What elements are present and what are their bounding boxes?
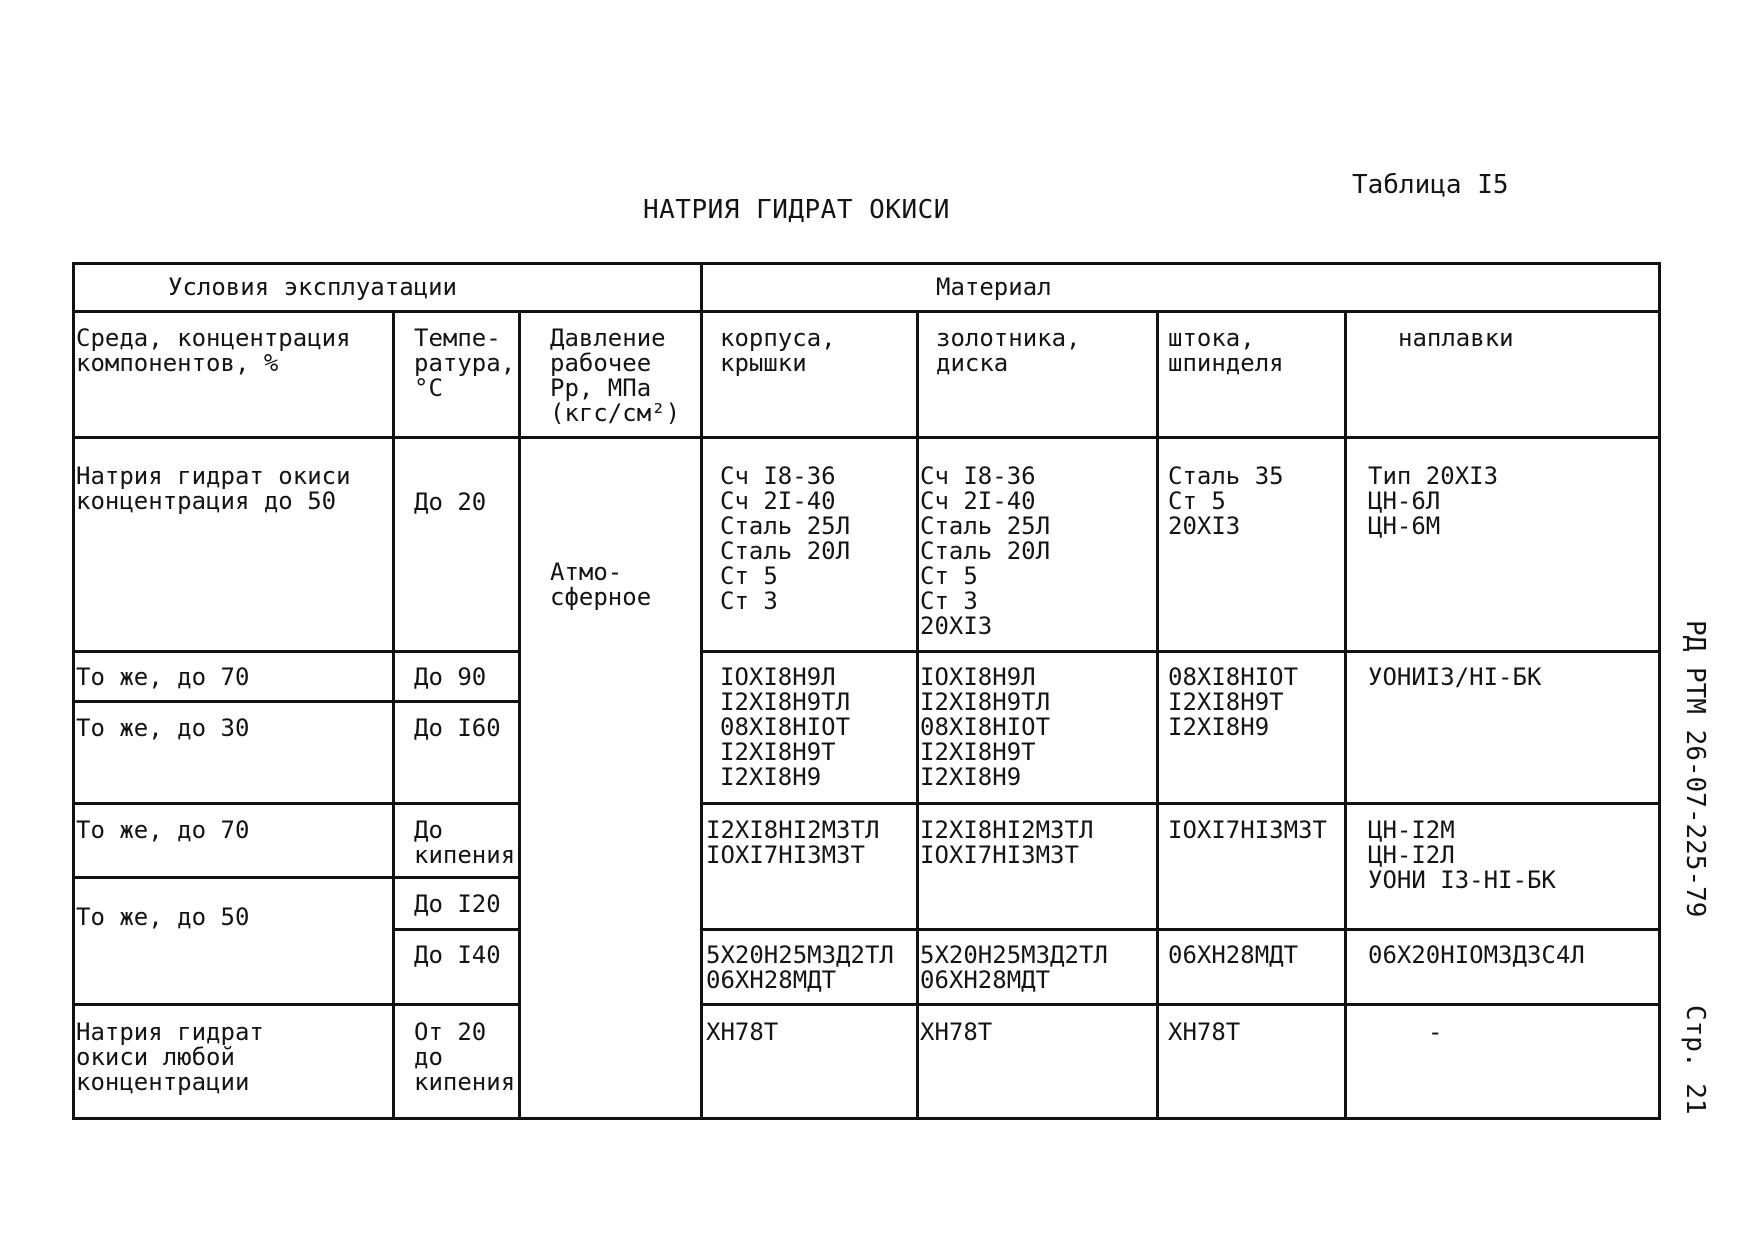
header-material: Материал [936,273,1052,301]
row5-temperature: От 20 до кипения [414,1018,516,1096]
page-number: Стр. 21 [1680,1005,1710,1115]
row4-stem: 06XH28MДT [1168,941,1299,969]
table-border-bottom [72,1117,1661,1120]
table-border-left [72,262,75,1120]
header-pressure: Давление рабочее Рр, МПа (кгс/см²) [550,324,681,427]
row5-body: XH78T [706,1018,779,1046]
col-divider-stem [1156,310,1159,1120]
row4-medium: То же, до 50 [76,903,250,931]
row5-stem: XH78T [1168,1018,1241,1046]
header-gate: золотника, диска [936,324,1081,377]
row2-bottom-line-right [700,802,1661,805]
row3-overlay: ЦН-I2М ЦН-I2Л УОНИ I3-HI-БК [1368,816,1556,894]
row1-medium: Натрия гидрат окиси концентрация до 50 [76,462,351,515]
row4-temperature-b: До I40 [414,941,501,969]
row1-body: Сч I8-36 Сч 2I-40 Сталь 25Л Сталь 20Л Ст 5 Ст 3 [720,462,851,615]
row2-temperature-a: До 90 [414,663,487,691]
row3-medium: То же, до 70 [76,816,250,844]
col-divider-material [700,262,703,1120]
row4-bottom-line-right [700,1003,1661,1006]
page-title: НАТРИЯ ГИДРАТ ОКИСИ [643,195,950,225]
col-divider-pressure [518,310,521,1120]
row2-medium-b: То же, до 30 [76,714,250,742]
row4a-bottom-line [392,928,518,931]
row2-temperature-b: До I60 [414,714,501,742]
row1-bottom-line-right [700,650,1661,653]
row3-stem: IOXI7HI3M3T [1168,816,1327,844]
header-body: корпуса, крышки [720,324,836,377]
document-code: РД РТМ 26-07-225-79 [1680,620,1710,918]
header-medium: Среда, концентрация компонентов, % [76,324,351,377]
row3-body: I2XI8HI2M3TЛ IOXI7HI3M3T [706,816,880,869]
row4-body: 5X20H25M3Д2TЛ 06XH28MДT [706,941,894,994]
col-divider-overlay [1344,310,1347,1120]
header-temperature: Темпе- ратура, °C [414,324,516,402]
row1-temperature: До 20 [414,488,487,516]
row1-stem: Сталь 35 Ст 5 20XI3 [1168,462,1284,540]
row5-gate: XH78T [920,1018,993,1046]
row4-gate: 5X20H25M3Д2TЛ 06XH28MДT [920,941,1108,994]
header-group-line [72,310,1661,313]
header-conditions: Условия эксплуатации [168,273,457,301]
row2-bottom-line [72,802,518,805]
row2-overlay: УОНИI3/HI-БК [1368,663,1542,691]
col-divider-gate [916,310,919,1120]
row2-medium-a: То же, до 70 [76,663,250,691]
table-number-label: Таблица I5 [1352,170,1509,200]
row2-body: IOXI8H9Л I2XI8H9TЛ 08XI8HIOT I2XI8H9T I2XI8H9 [720,663,851,791]
row2-gate: IOXI8H9Л I2XI8H9TЛ 08XI8HIOT I2XI8H9T I2XI8H9 [920,663,1051,791]
header-bottom-line [72,436,1661,439]
row1-gate: Сч I8-36 Сч 2I-40 Сталь 25Л Сталь 20Л Ст 5 Ст 3 20XI3 [920,462,1051,640]
header-overlay: наплавки [1398,324,1514,352]
table-border-right [1658,262,1661,1120]
row1-bottom-line [72,650,518,653]
row1-overlay: Тип 20XI3 ЦН-6Л ЦН-6М [1368,462,1499,540]
row4-material-top-line [700,928,1661,931]
row2a-bottom-line [72,700,518,703]
row4-bottom-line [72,1003,518,1006]
row5-medium: Натрия гидрат окиси любой концентрации [76,1018,264,1096]
table-border-top [72,262,1661,265]
row4-temperature-a: До I20 [414,890,501,918]
col-divider-temperature [392,310,395,1120]
row3-temperature: До кипения [414,816,516,869]
header-stem: штока, шпинделя [1168,324,1284,377]
row4-overlay: 06X20HIOM3Д3C4Л [1368,941,1585,969]
row5-overlay: - [1428,1018,1443,1046]
row3-gate: I2XI8HI2M3TЛ IOXI7HI3M3T [920,816,1094,869]
row2-stem: 08XI8HIOT I2XI8H9T I2XI8H9 [1168,663,1299,741]
row3-bottom-line [72,876,518,879]
pressure-value: Атмо- сферное [550,558,652,611]
